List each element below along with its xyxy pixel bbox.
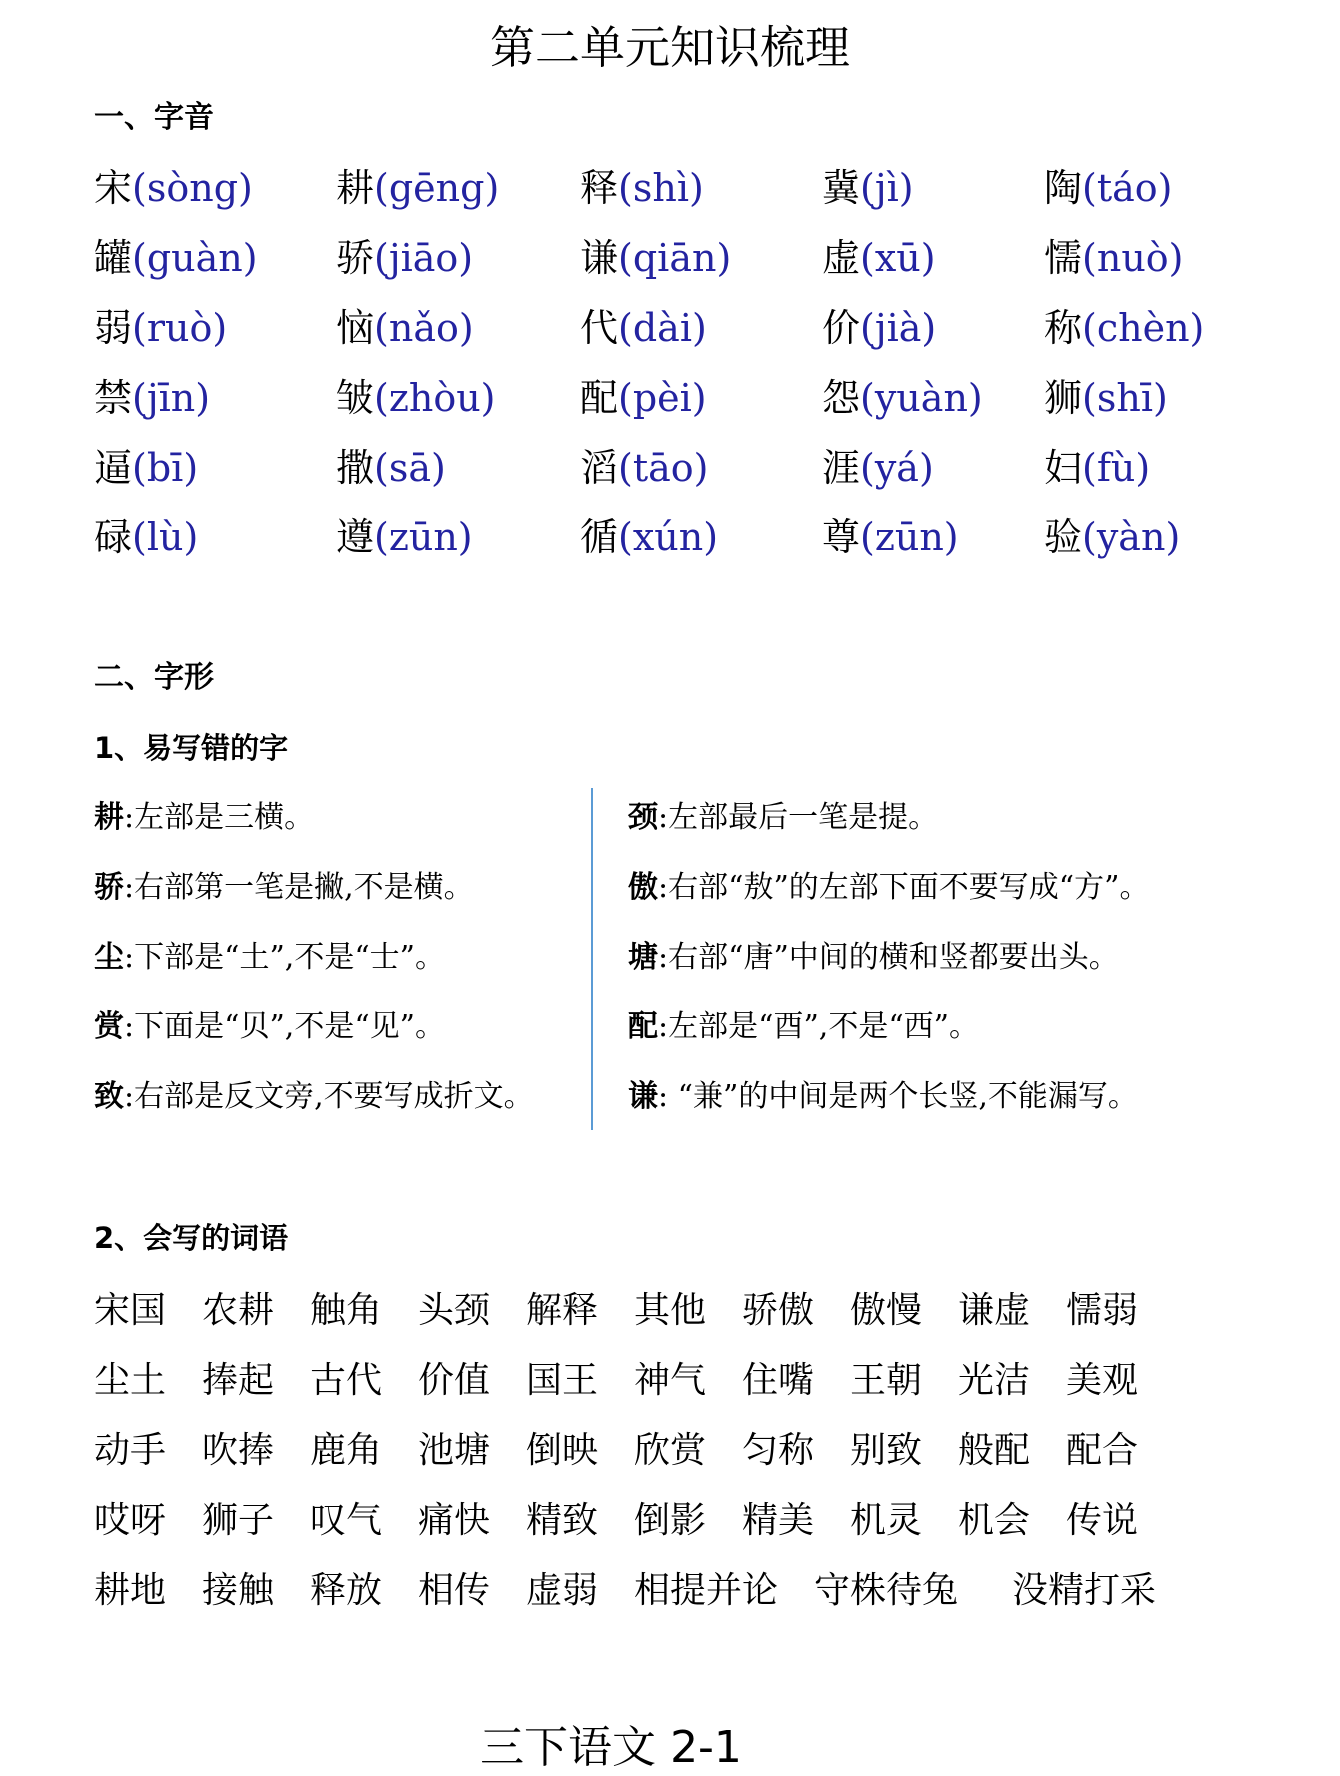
rule-text: :右部第一笔是撇,不是横。 [124,870,474,905]
pinyin-entry [336,302,474,354]
pinyin-character: 皱 [336,376,375,420]
pinyin-character: 价 [822,306,861,350]
rule-text: :右部“唐”中间的横和竖都要出头。 [658,940,1119,975]
word-item: 池塘 [418,1430,491,1471]
rule-character: 尘 [94,940,124,975]
pinyin-entry [822,162,914,214]
word-item: 解释 [526,1290,599,1331]
word-item: 其他 [634,1290,707,1331]
rule-line [628,1005,979,1049]
pinyin-reading: (zūn) [860,515,959,559]
rule-character: 致 [94,1079,124,1114]
pinyin-reading: (yuàn) [860,376,983,420]
rule-text: : “兼”的中间是两个长竖,不能漏写。 [658,1079,1138,1114]
rule-line [94,796,314,840]
pinyin-character: 禁 [94,376,133,420]
subheading-writable-words: 2、会写的词语 [94,1221,289,1255]
pinyin-entry [822,232,936,284]
word-item: 狮子 [202,1500,275,1541]
pinyin-entry [336,442,446,494]
pinyin-reading: (nǎo) [374,306,474,350]
word-item: 尘土 [94,1360,167,1401]
pinyin-reading: (táo) [1082,166,1173,210]
word-item: 虚弱 [526,1570,599,1611]
rule-line [94,1075,534,1119]
rule-text: :下面是“贝”,不是“见”。 [124,1009,445,1044]
pinyin-reading: (lù) [132,515,199,559]
pinyin-character: 骄 [336,236,375,280]
word-item: 叹气 [310,1500,383,1541]
word-item: 守株待兔 [814,1570,959,1611]
pinyin-entry [580,232,731,284]
word-item: 般配 [958,1430,1031,1471]
pinyin-character: 罐 [94,236,133,280]
pinyin-reading: (jiāo) [374,236,474,280]
pinyin-entry [336,232,473,284]
word-item: 动手 [94,1430,167,1471]
pinyin-entry [336,372,496,424]
word-item: 国王 [526,1360,599,1401]
page-footer [0,1720,1222,1776]
pinyin-reading: (qiān) [618,236,732,280]
pinyin-entry [822,442,934,494]
pinyin-character: 怨 [822,376,861,420]
rule-line [628,1075,1138,1119]
subheading-error-prone-chars: 1、易写错的字 [94,731,289,765]
word-item: 古代 [310,1360,383,1401]
pinyin-reading: (sā) [374,446,446,490]
rule-text: :右部是反文旁,不要写成折文。 [124,1079,534,1114]
pinyin-character: 配 [580,376,619,420]
rule-character: 骄 [94,870,124,905]
pinyin-character: 遵 [336,515,375,559]
pinyin-character: 冀 [822,166,861,210]
pinyin-entry [1044,442,1150,494]
pinyin-reading: (guàn) [132,236,258,280]
pinyin-entry [822,511,959,563]
word-item: 懦弱 [1066,1290,1139,1331]
pinyin-character: 弱 [94,306,133,350]
word-item: 接触 [202,1570,275,1611]
rule-line [94,936,445,980]
pinyin-reading: (shì) [618,166,704,210]
word-item: 谦虚 [958,1290,1031,1331]
word-item: 捧起 [202,1360,275,1401]
pinyin-character: 代 [580,306,619,350]
pinyin-entry [336,511,473,563]
pinyin-entry [580,162,704,214]
pinyin-reading: (xū) [860,236,936,280]
word-item: 倒映 [526,1430,599,1471]
pinyin-entry [1044,511,1180,563]
rule-line [628,936,1119,980]
pinyin-character: 尊 [822,515,861,559]
pinyin-character: 妇 [1044,446,1083,490]
rule-text: :下部是“土”,不是“士”。 [124,940,445,975]
word-item: 痛快 [418,1500,491,1541]
word-item: 相传 [418,1570,491,1611]
pinyin-reading: (tāo) [618,446,709,490]
pinyin-character: 涯 [822,446,861,490]
pinyin-reading: (jì) [860,166,914,210]
pinyin-character: 撒 [336,446,375,490]
word-item: 鹿角 [310,1430,383,1471]
section-heading-character-form: 二、字形 [94,660,214,695]
rule-line [628,866,1149,910]
pinyin-character: 滔 [580,446,619,490]
word-item: 没精打采 [1012,1570,1157,1611]
pinyin-character: 陶 [1044,166,1083,210]
pinyin-character: 称 [1044,306,1083,350]
pinyin-reading: (dài) [618,306,707,350]
rule-line [94,866,474,910]
pinyin-entry [1044,232,1184,284]
word-item: 精致 [526,1500,599,1541]
footer-subject: 三下语文 [480,1722,657,1773]
pinyin-entry [336,162,499,214]
word-item: 匀称 [742,1430,815,1471]
footer-page-code: 2-1 [670,1722,742,1773]
word-item: 骄傲 [742,1290,815,1331]
pinyin-character: 逼 [94,446,133,490]
word-item: 哎呀 [94,1500,167,1541]
pinyin-character: 宋 [94,166,133,210]
rule-text: :左部最后一笔是提。 [658,800,939,835]
pinyin-character: 释 [580,166,619,210]
pinyin-reading: (chèn) [1082,306,1205,350]
rule-character: 耕 [94,800,124,835]
pinyin-reading: (jià) [860,306,937,350]
word-item: 别致 [850,1430,923,1471]
pinyin-character: 谦 [580,236,619,280]
pinyin-entry [1044,302,1204,354]
pinyin-reading: (pèi) [618,376,707,420]
pinyin-entry [94,302,227,354]
word-item: 耕地 [94,1570,167,1611]
rule-character: 塘 [628,940,658,975]
word-item: 传说 [1066,1500,1139,1541]
word-item: 配合 [1066,1430,1139,1471]
rule-character: 谦 [628,1079,658,1114]
page-title: 第二单元知识梳理 [489,21,850,74]
pinyin-reading: (xún) [618,515,719,559]
word-item: 光洁 [958,1360,1031,1401]
word-item: 美观 [1066,1360,1139,1401]
pinyin-reading: (zhòu) [374,376,496,420]
word-item: 价值 [418,1360,491,1401]
word-item: 头颈 [418,1290,491,1331]
pinyin-character: 虚 [822,236,861,280]
pinyin-character: 验 [1044,515,1083,559]
pinyin-character: 耕 [336,166,375,210]
pinyin-entry [580,511,718,563]
pinyin-reading: (shī) [1082,376,1168,420]
pinyin-reading: (jīn) [132,376,211,420]
pinyin-entry [94,162,253,214]
word-item: 傲慢 [850,1290,923,1331]
pinyin-reading: (yàn) [1082,515,1181,559]
pinyin-reading: (zūn) [374,515,473,559]
pinyin-entry [580,302,707,354]
word-item: 神气 [634,1360,707,1401]
pinyin-entry [1044,372,1168,424]
pinyin-character: 懦 [1044,236,1083,280]
word-item: 欣赏 [634,1430,707,1471]
rule-character: 颈 [628,800,658,835]
pinyin-entry [1044,162,1172,214]
word-item: 精美 [742,1500,815,1541]
rule-character: 配 [628,1009,658,1044]
pinyin-reading: (nuò) [1082,236,1184,280]
pinyin-reading: (sòng) [132,166,253,210]
word-item: 住嘴 [742,1360,815,1401]
pinyin-reading: (bī) [132,446,199,490]
word-item: 释放 [310,1570,383,1611]
word-item: 王朝 [850,1360,923,1401]
column-divider [591,788,593,1130]
word-item: 吹捧 [202,1430,275,1471]
word-item: 机会 [958,1500,1031,1541]
word-item: 触角 [310,1290,383,1331]
pinyin-reading: (ruò) [132,306,228,350]
word-item: 相提并论 [634,1570,779,1611]
pinyin-entry [94,442,198,494]
pinyin-entry [580,442,708,494]
rule-character: 赏 [94,1009,124,1044]
pinyin-entry [822,372,983,424]
pinyin-entry [822,302,936,354]
pinyin-character: 狮 [1044,376,1083,420]
pinyin-character: 恼 [336,306,375,350]
word-item: 机灵 [850,1500,923,1541]
word-item: 倒影 [634,1500,707,1541]
rule-character: 傲 [628,870,658,905]
pinyin-entry [94,372,210,424]
rule-text: :左部是“酉”,不是“西”。 [658,1009,979,1044]
pinyin-reading: (yá) [860,446,934,490]
pinyin-character: 碌 [94,515,133,559]
word-item: 农耕 [202,1290,275,1331]
pinyin-entry [94,511,198,563]
pinyin-entry [94,232,258,284]
rule-text: :右部“敖”的左部下面不要写成“方”。 [658,870,1150,905]
pinyin-character: 循 [580,515,619,559]
rule-text: :左部是三横。 [124,800,315,835]
section-heading-pronunciation: 一、字音 [94,100,214,135]
pinyin-entry [580,372,707,424]
rule-line [94,1005,445,1049]
pinyin-reading: (fù) [1082,446,1151,490]
rule-line [628,796,938,840]
word-item: 宋国 [94,1290,167,1331]
pinyin-reading: (gēng) [374,166,500,210]
